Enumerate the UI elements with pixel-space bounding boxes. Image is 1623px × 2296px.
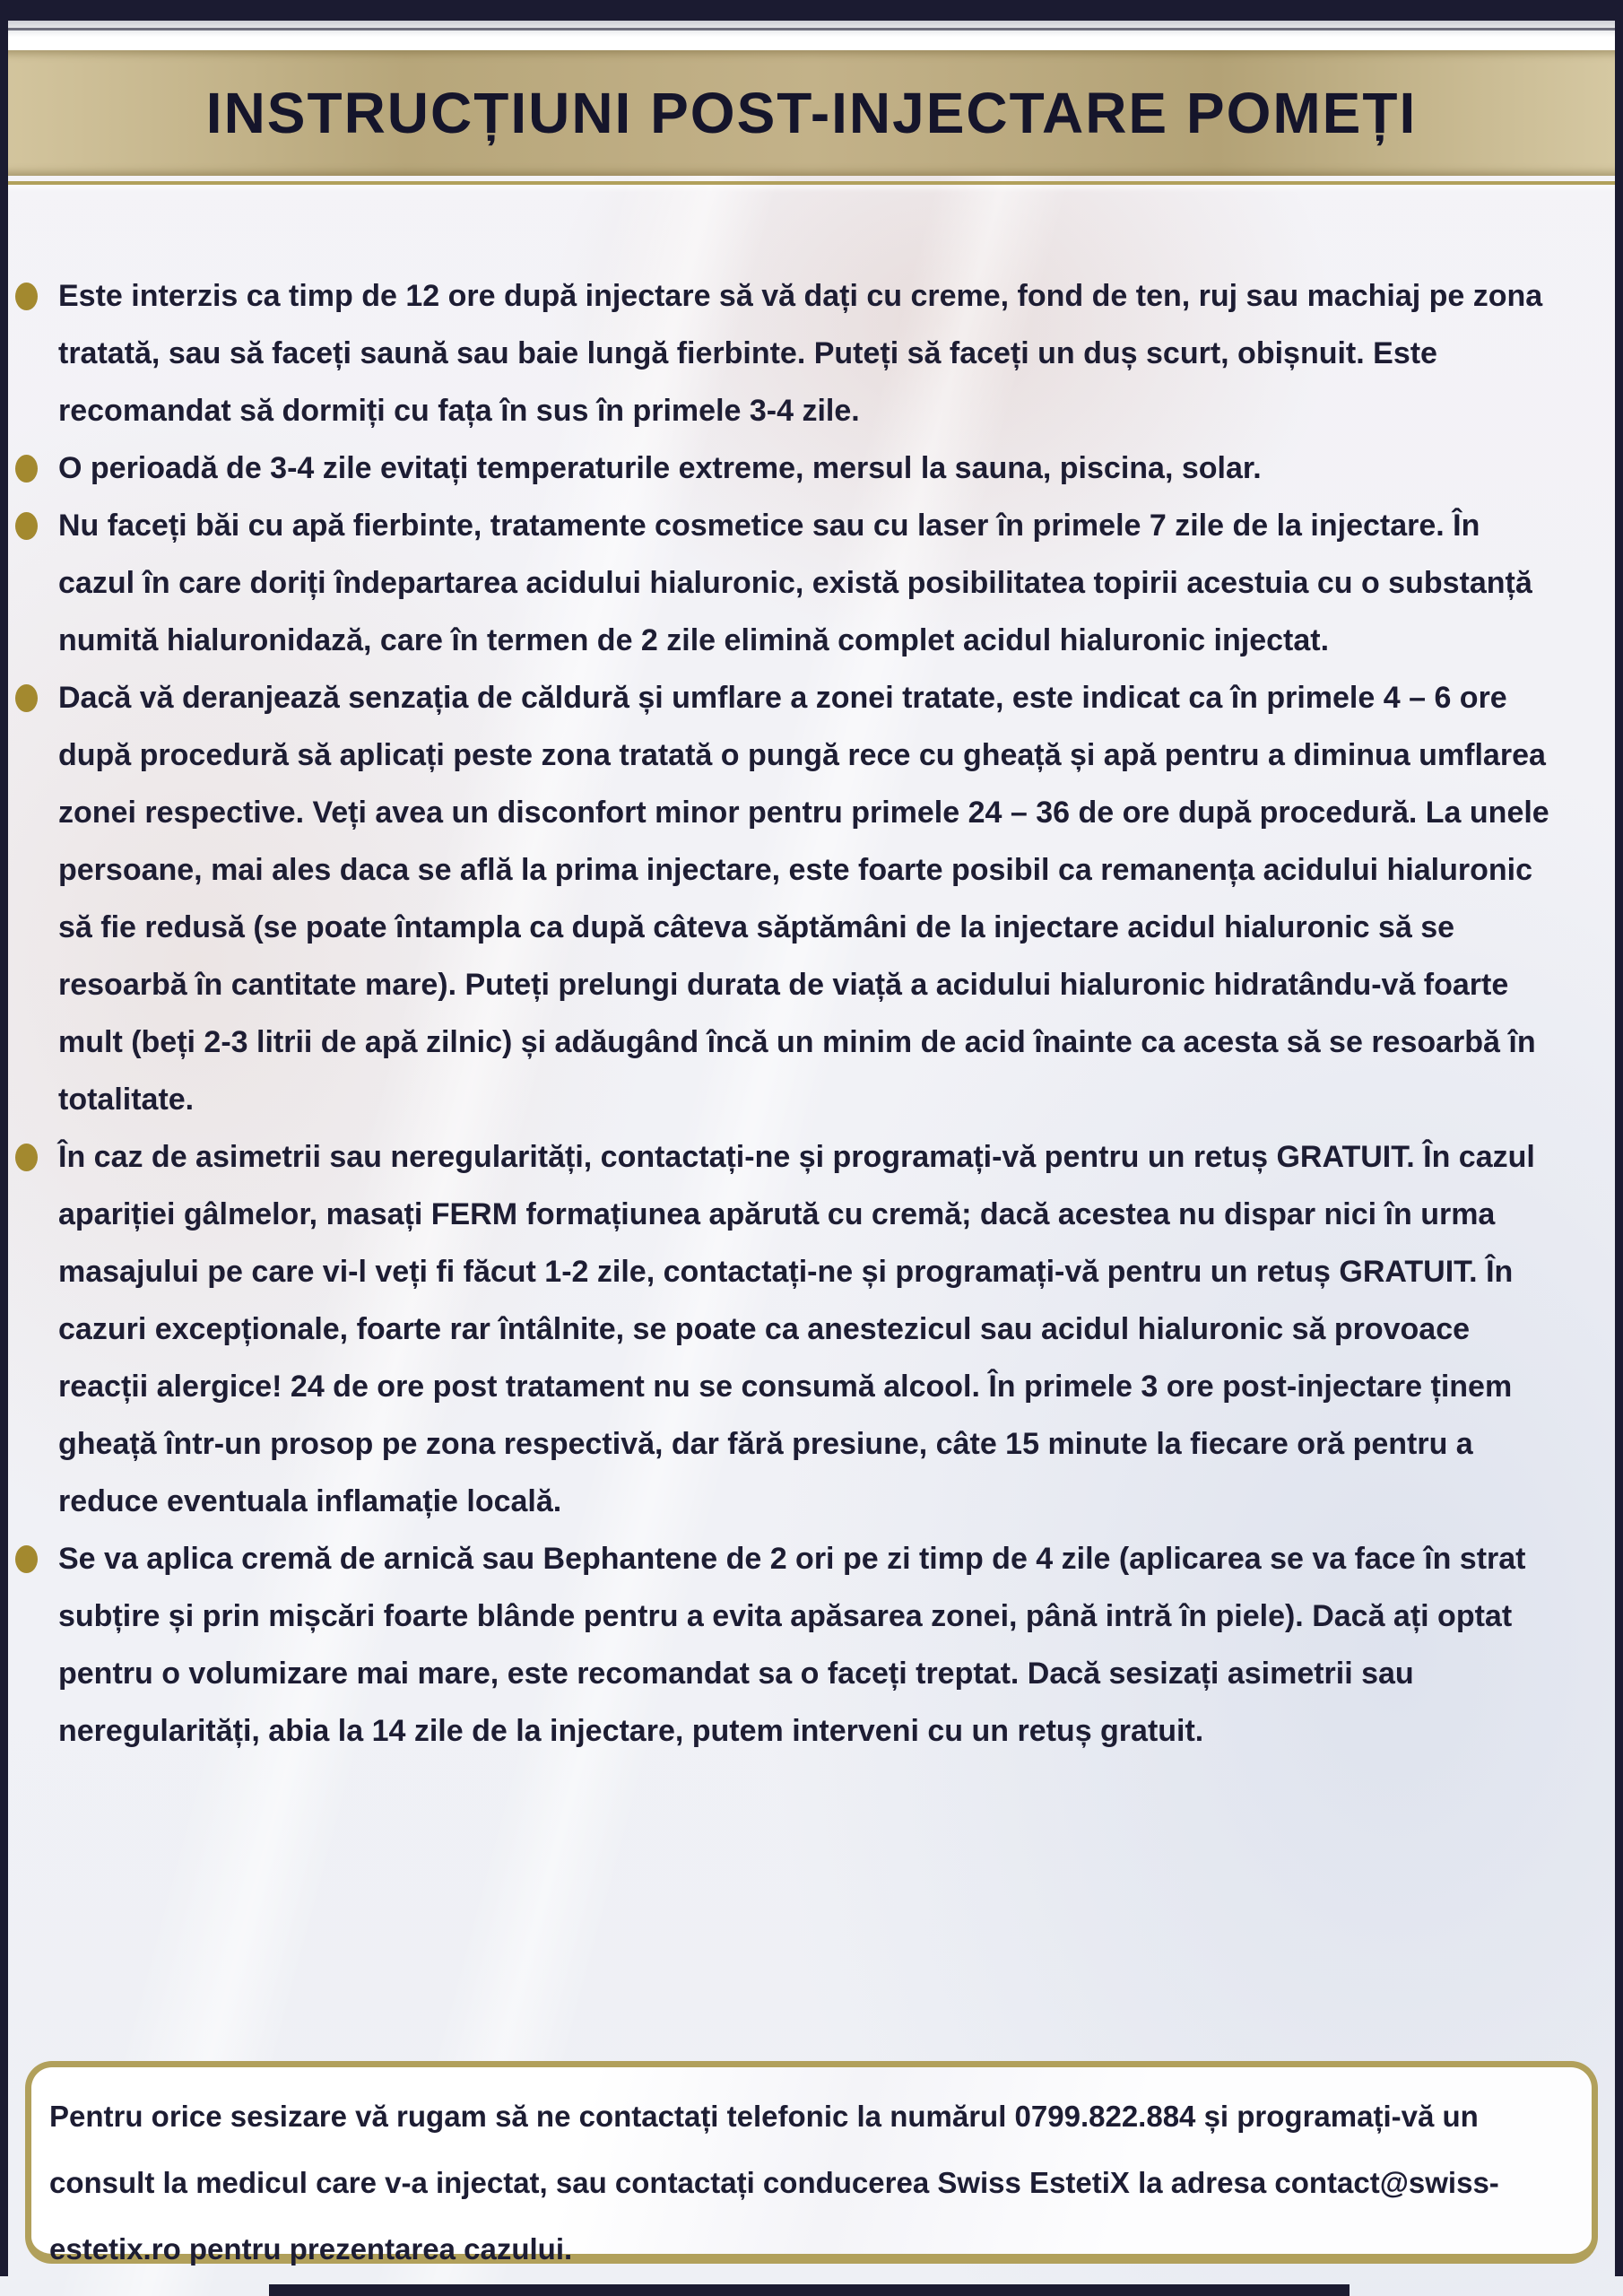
instruction-text: În caz de asimetrii sau neregularități, contactați-ne și programați-vă pentru un retuș GRATUIT. În cazul apariției gâlmelor, masați FERM formațiunea apărută cu cremă; dacă acestea nu dispar nici în urma masajului pe care vi-l veți fi făcut 1-2 zile, contactați-ne și programați-vă pentru un retuș GRATUIT. În cazuri excepționale, foarte rar întâlnite, se poate ca anestezicul sau acidul hialuronic să provoace reacții alergice! 24 de ore post tratament nu se consumă alcool. În primele 3 ore post-injectare ținem gheață într-un prosop pe zona respectivă, dar fără presiune, câte 15 minute la fiecare oră pentru a reduce eventuala inflamație locală.	[58, 1140, 1535, 1518]
instruction-text: Dacă vă deranjează senzația de căldură și umflare a zonei tratate, este indicat ca în primele 4 – 6 ore după procedură să aplicați peste zona tratată o pungă rece cu gheață și apă pentru a diminua umflarea zonei respective. Veți avea un disconfort minor pentru primele 24 – 36 de ore după procedură. La unele persoane, mai ales daca se află la prima injectare, este foarte posibil ca remanența acidului hialuronic să fie redusă (se poate întampla ca după câteva săptămâni de la injectare acidul hialuronic să se resoarbă în cantitate mare). Puteți prelungi durata de viață a acidului hialuronic hidratându-vă foarte mult (beți 2-3 litrii de apă zilnic) și adăugând încă un minim de acid înainte ca acesta să se resoarbă în totalitate.	[58, 681, 1549, 1117]
divider-line	[0, 28, 1623, 30]
header-divider-bottom	[0, 181, 1623, 185]
instruction-item	[58, 1530, 1560, 1760]
bullet-icon	[15, 684, 38, 712]
contact-box	[25, 2061, 1598, 2264]
instruction-item	[58, 267, 1560, 439]
bullet-icon	[15, 512, 38, 540]
header-divider-top	[0, 21, 1623, 50]
instruction-item	[58, 497, 1560, 669]
header-band	[0, 50, 1623, 176]
left-border	[0, 0, 8, 2276]
bullet-icon	[15, 283, 38, 310]
instruction-text: O perioadă de 3-4 zile evitați temperaturile extreme, mersul la sauna, piscina, solar.	[58, 451, 1262, 485]
contact-text: Pentru orice sesizare vă rugam să ne contactați telefonic la numărul 0799.822.884 și programați-vă un consult la medicul care v-a injectat, sau contactați conducerea Swiss EstetiX la adresa contact@swiss-estetix.ro pentru prezentarea cazului.	[49, 2100, 1499, 2266]
bullet-icon	[15, 1144, 38, 1171]
page-title: INSTRUCȚIUNI POST-INJECTARE POMEȚI	[205, 81, 1418, 145]
instruction-item	[58, 439, 1560, 497]
instruction-item	[58, 669, 1560, 1128]
instruction-list	[58, 267, 1560, 1760]
bullet-icon	[15, 455, 38, 483]
bullet-icon	[15, 1545, 38, 1573]
top-border	[0, 0, 1623, 21]
instruction-text: Nu faceți băi cu apă fierbinte, tratamente cosmetice sau cu laser în primele 7 zile de la injectare. În cazul în care doriți îndepartarea acidului hialuronic, există posibilitatea topirii acestuia cu o substanță numită hialuronidază, care în termen de 2 zile elimină complet acidul hialuronic injectat.	[58, 509, 1532, 657]
right-border	[1615, 0, 1623, 2276]
instruction-item	[58, 1128, 1560, 1530]
instruction-text: Se va aplica cremă de arnică sau Bephantene de 2 ori pe zi timp de 4 zile (aplicarea se va face în strat subțire și prin mișcări foarte blânde pentru a evita apăsarea zonei, până intră în piele). Dacă ați optat pentru o volumizare mai mare, este recomandat sa o faceți treptat. Dacă sesizați asimetrii sau neregularități, abia la 14 zile de la injectare, putem interveni cu un retuș gratuit.	[58, 1542, 1526, 1748]
instruction-text: Este interzis ca timp de 12 ore după injectare să vă dați cu creme, fond de ten, ruj sau machiaj pe zona tratată, sau să faceți saună sau baie lungă fierbinte. Puteți să faceți un duș scurt, obișnuit. Este recomandat să dormiți cu fața în sus în primele 3-4 zile.	[58, 279, 1543, 428]
footer-bar	[269, 2284, 1350, 2296]
